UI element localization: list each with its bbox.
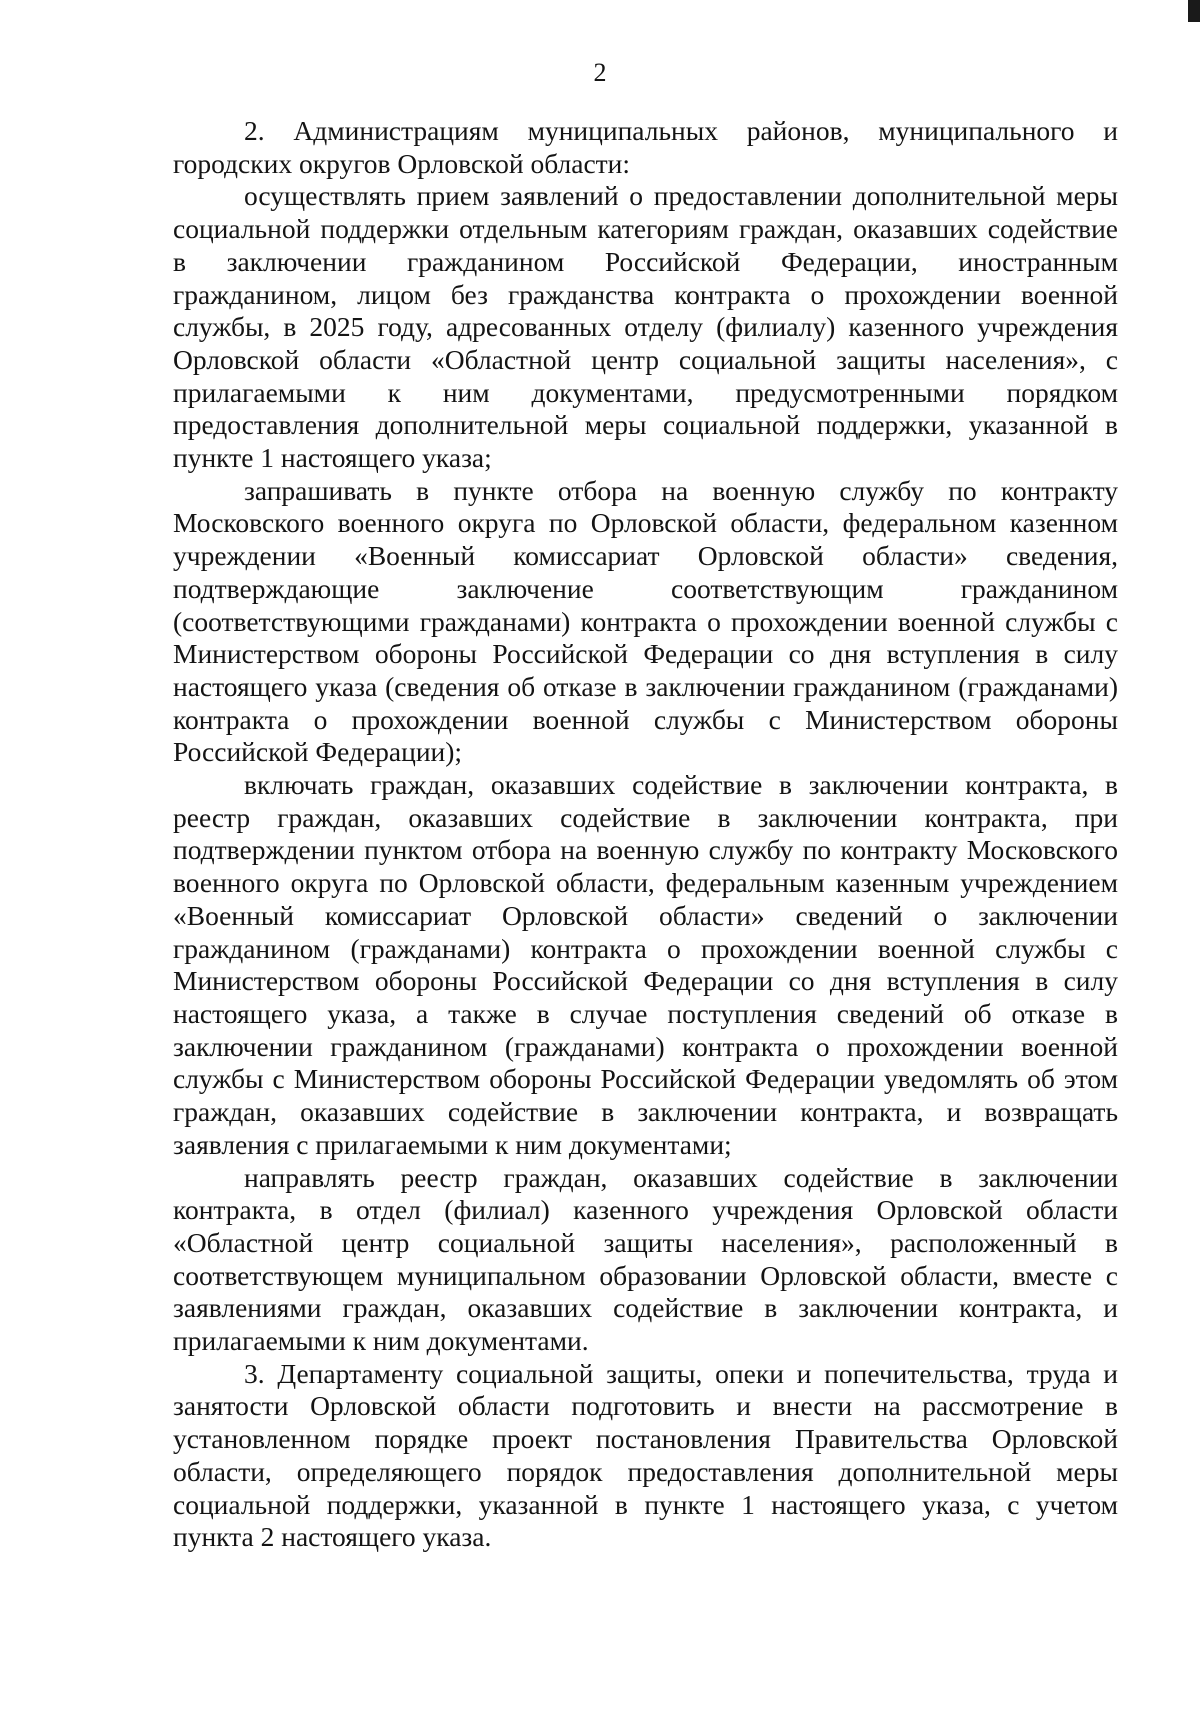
page-number: 2 xyxy=(593,58,607,87)
paragraph-request-information: запрашивать в пункте отбора на военную службу по контракту Московского военного округа по Орловской области, федеральном казенном учреждении «Военный комиссариат Орловской области» сведения, подтверждающие заключение соответствующим гражданином (соответствующими гражданами) контракта о прохождении военной службы с Министерством обороны Российской Федерации со дня вступления в силу настоящего указа (сведения об отказе в заключении гражданином (гражданами) контракта о прохождении военной службы с Министерством обороны Российской Федерации); xyxy=(173,474,1118,768)
scan-corner-mark xyxy=(1188,0,1200,22)
paragraph-include-in-registry: включать граждан, оказавших содействие в заключении контракта, в реестр граждан, оказавших содействие в заключении контракта, при подтверждении пунктом отбора на военную службу по контракту Московского военного округа по Орловской области, федеральным казенным учреждением «Военный комиссариат Орловской области» сведений о заключении гражданином (гражданами) контракта о прохождении военной службы с Министерством обороны Российской Федерации со дня вступления в силу настоящего указа, а также в случае поступления сведений об отказе в заключении гражданином (гражданами) контракта о прохождении военной службы с Министерством обороны Российской Федерации уведомлять об этом граждан, оказавших содействие в заключении контракта, и возвращать заявления с прилагаемыми к ним документами; xyxy=(173,769,1118,1160)
document-body xyxy=(173,115,1118,1554)
paragraph-send-registry: направлять реестр граждан, оказавших содействие в заключении контракта, в отдел (филиал) казенного учреждения Орловской области «Областной центр социальной защиты населения», расположенный в соответствующем муниципальном образовании Орловской области, вместе с заявлениями граждан, оказавших содействие в заключении контракта, и прилагаемыми к ним документами. xyxy=(173,1161,1118,1357)
paragraph-accept-applications: осуществлять прием заявлений о предоставлении дополнительной меры социальной поддержки отдельным категориям граждан, оказавших содействие в заключении гражданином Российской Федерации, иностранным гражданином, лицом без гражданства контракта о прохождении военной службы, в 2025 году, адресованных отделу (филиалу) казенного учреждения Орловской области «Областной центр социальной защиты населения», с прилагаемыми к ним документами, предусмотренными порядком предоставления дополнительной меры социальной поддержки, указанной в пункте 1 настоящего указа; xyxy=(173,180,1118,474)
paragraph-item-2-heading: 2. Администрациям муниципальных районов, муниципального и городских округов Орловской области: xyxy=(173,115,1118,179)
paragraph-item-3: 3. Департаменту социальной защиты, опеки и попечительства, труда и занятости Орловской области подготовить и внести на рассмотрение в установленном порядке проект постановления Правительства Орловской области, определяющего порядок предоставления дополнительной меры социальной поддержки, указанной в пункте 1 настоящего указа, с учетом пункта 2 настоящего указа. xyxy=(173,1357,1118,1553)
